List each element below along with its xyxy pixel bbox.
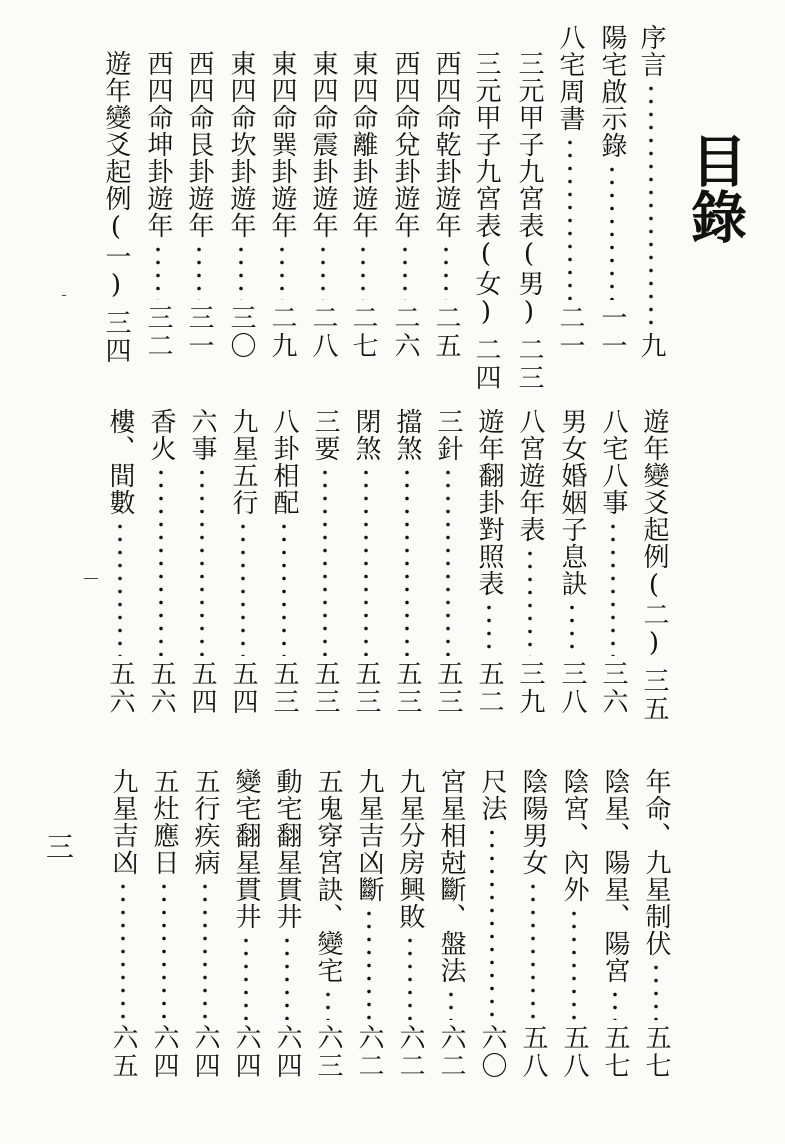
scan-mark	[84, 578, 98, 579]
toc-entry-label: 八宅八事	[598, 408, 628, 516]
toc-entry-page: 五三	[310, 660, 340, 716]
leader-dots	[188, 880, 222, 1020]
leader-dots	[388, 243, 422, 300]
toc-entry[interactable]	[390, 408, 424, 716]
toc-entry-label: 西四命乾卦遊年	[431, 50, 461, 239]
toc-entry[interactable]	[185, 408, 219, 716]
toc-entry[interactable]	[598, 768, 632, 1080]
toc-entry[interactable]	[469, 50, 503, 392]
toc-entry-page: 六四	[272, 1024, 302, 1080]
toc-entry[interactable]	[634, 24, 668, 360]
toc-entry-page: 五六	[146, 660, 176, 716]
toc-entry-label: 陰宮、內外	[559, 768, 589, 903]
toc-entry[interactable]	[346, 50, 380, 360]
toc-entry[interactable]	[472, 408, 506, 716]
toc-entry-label: 樓、間數	[105, 408, 135, 516]
toc-entry-page: 五四	[228, 660, 258, 716]
page-title: 目錄	[682, 132, 747, 244]
leader-dots	[311, 988, 345, 1020]
leader-dots	[555, 601, 589, 656]
leader-dots	[182, 243, 216, 300]
toc-entry-label: 香火	[146, 408, 176, 462]
toc-entry-label: 陰星、陽星、陽宮	[600, 768, 630, 984]
leader-dots	[634, 82, 668, 328]
toc-entry-label: 三要	[310, 408, 340, 462]
toc-entry-label: 九星吉凶斷	[354, 768, 384, 903]
toc-entry-page: 一一	[597, 304, 627, 360]
leader-dots	[308, 466, 342, 656]
toc-entry-page: 六三	[313, 1024, 343, 1080]
leader-dots	[349, 466, 383, 656]
toc-entry-page: 三九	[515, 660, 545, 716]
leader-dots	[513, 547, 547, 656]
toc-entry-label: 東四命坎卦遊年	[226, 50, 256, 239]
toc-entry-label: 遊年翻卦對照表	[474, 408, 504, 597]
toc-entry-label: 九星分房興敗	[395, 768, 425, 930]
toc-entry-page: 六二	[354, 1024, 384, 1080]
leader-dots	[267, 520, 301, 656]
toc-entry[interactable]	[141, 50, 175, 360]
toc-entry-page: 五二	[474, 660, 504, 716]
toc-entry-page: 六二	[395, 1024, 425, 1080]
toc-entry-page: 五八	[559, 1024, 589, 1080]
toc-entry-label: 八卦相配	[269, 408, 299, 516]
toc-entry-label: 六事	[187, 408, 217, 462]
toc-entry-label: 東四命震卦遊年	[308, 50, 338, 239]
toc-entry-label: 三針	[433, 408, 463, 462]
leader-dots	[393, 934, 427, 1020]
leader-dots	[516, 880, 550, 1020]
toc-entry-label: 年命、九星制伏	[641, 768, 671, 957]
toc-entry-label: 西四命兌卦遊年	[390, 50, 420, 239]
toc-entry-page: 五四	[187, 660, 217, 716]
leader-dots	[598, 988, 632, 1020]
toc-entry-label: 陽宅啟示錄	[597, 24, 627, 159]
toc-entry[interactable]	[475, 768, 509, 1080]
toc-entry-page: 五三	[392, 660, 422, 716]
toc-entry-label: 西四命艮卦遊年	[184, 50, 214, 239]
toc-entry-label: 變宅翻星貫井	[231, 768, 261, 930]
toc-entry-page: 五七	[600, 1024, 630, 1080]
toc-entry[interactable]	[308, 408, 342, 716]
toc-entry[interactable]	[306, 50, 340, 360]
toc-entry-label: 遊年變爻起例(一)	[101, 50, 131, 301]
toc-entry-page: 五三	[269, 660, 299, 716]
toc-entry[interactable]	[513, 408, 547, 716]
toc-entry-label: 五行疾病	[190, 768, 220, 876]
leader-dots	[596, 520, 630, 656]
toc-entry-page: 二四	[471, 336, 501, 392]
toc-entry[interactable]	[144, 408, 178, 716]
toc-entry[interactable]	[99, 50, 133, 365]
toc-entry-label: 男女婚姻子息訣	[557, 408, 587, 597]
toc-entry[interactable]	[555, 408, 589, 716]
toc-entry-label: 九星吉凶	[108, 768, 138, 876]
toc-entry[interactable]	[388, 50, 422, 360]
leader-dots	[226, 520, 260, 656]
toc-entry[interactable]	[429, 50, 463, 360]
toc-entry-label: 三元甲子九宮表(男)	[514, 50, 544, 328]
leader-dots	[434, 988, 468, 1020]
leader-dots	[144, 466, 178, 656]
leader-dots	[306, 243, 340, 300]
toc-entry[interactable]	[639, 768, 673, 1080]
toc-entry-label: 序言	[636, 24, 666, 78]
toc-entry-label: 宮星相尅斷、盤法	[436, 768, 466, 984]
leader-dots	[185, 466, 219, 656]
leader-dots	[390, 466, 424, 656]
leader-dots	[429, 243, 463, 300]
toc-entry-page: 三八	[557, 660, 587, 716]
toc-entry-page: 六〇	[477, 1024, 507, 1080]
leader-dots	[103, 520, 137, 656]
leader-dots	[553, 136, 587, 300]
toc-entry-page: 五八	[518, 1024, 548, 1080]
toc-entry[interactable]	[188, 768, 222, 1080]
leader-dots	[352, 907, 386, 1020]
page-number: 三	[42, 832, 75, 860]
toc-entry[interactable]	[349, 408, 383, 716]
toc-entry-page: 六二	[436, 1024, 466, 1080]
toc-entry-page: 二三	[514, 336, 544, 392]
toc-entry-page: 三六	[598, 660, 628, 716]
toc-entry[interactable]	[106, 768, 140, 1080]
leader-dots	[557, 907, 591, 1020]
toc-entry-page: 三四	[101, 309, 131, 365]
toc-entry[interactable]	[393, 768, 427, 1080]
toc-entry[interactable]	[595, 24, 629, 360]
leader-dots	[141, 243, 175, 300]
toc-entry-page: 二九	[267, 304, 297, 360]
toc-entry[interactable]	[553, 24, 587, 360]
toc-entry-label: 三元甲子九宮表(女)	[471, 50, 501, 328]
toc-entry-label: 東四命巽卦遊年	[267, 50, 297, 239]
toc-entry-page: 五七	[641, 1024, 671, 1080]
toc-entry-label: 閉煞	[351, 408, 381, 462]
leader-dots	[147, 880, 181, 1020]
leader-dots	[270, 934, 304, 1020]
toc-entry-page: 三二	[143, 304, 173, 360]
toc-entry[interactable]	[637, 408, 671, 723]
toc-entry-page: 二五	[431, 304, 461, 360]
toc-entry-page: 六四	[149, 1024, 179, 1080]
leader-dots	[265, 243, 299, 300]
scan-mark	[62, 295, 66, 296]
toc-entry[interactable]	[229, 768, 263, 1080]
toc-entry[interactable]	[311, 768, 345, 1080]
toc-entry-page: 五六	[105, 660, 135, 716]
leader-dots	[639, 961, 673, 1020]
toc-entry[interactable]	[147, 768, 181, 1080]
leader-dots	[475, 826, 509, 1020]
toc-entry-page: 二八	[308, 304, 338, 360]
toc-entry-label: 九星五行	[228, 408, 258, 516]
toc-entry-label: 陰陽男女	[518, 768, 548, 876]
toc-entry[interactable]	[434, 768, 468, 1080]
toc-entry-label: 動宅翻星貫井	[272, 768, 302, 930]
toc-entry-label: 五鬼穿宮訣、變宅	[313, 768, 343, 984]
leader-dots	[224, 243, 258, 300]
toc-entry[interactable]	[596, 408, 630, 716]
toc-entry-label: 八宅周書	[555, 24, 585, 132]
toc-entry-label: 八宮遊年表	[515, 408, 545, 543]
toc-entry[interactable]	[516, 768, 550, 1080]
toc-entry-page: 三〇	[226, 304, 256, 360]
toc-entry[interactable]	[270, 768, 304, 1080]
toc-entry[interactable]	[431, 408, 465, 716]
toc-entry-label: 五灶應日	[149, 768, 179, 876]
toc-entry[interactable]	[182, 50, 216, 360]
leader-dots	[106, 880, 140, 1020]
toc-entry[interactable]	[103, 408, 137, 716]
toc-entry-page: 六五	[108, 1024, 138, 1080]
toc-entry-label: 西四命坤卦遊年	[143, 50, 173, 239]
toc-entry-page: 二一	[555, 304, 585, 360]
toc-entry-page: 三五	[639, 667, 669, 723]
toc-entry-label: 遊年變爻起例(二)	[639, 408, 669, 659]
toc-entry-page: 五三	[433, 660, 463, 716]
toc-entry-page: 二七	[348, 304, 378, 360]
toc-entry[interactable]	[512, 50, 546, 392]
toc-entry-page: 六四	[231, 1024, 261, 1080]
toc-entry-page: 六四	[190, 1024, 220, 1080]
toc-entry[interactable]	[267, 408, 301, 716]
toc-entry[interactable]	[224, 50, 258, 360]
toc-entry[interactable]	[265, 50, 299, 360]
toc-entry[interactable]	[352, 768, 386, 1080]
leader-dots	[472, 601, 506, 656]
leader-dots	[229, 934, 263, 1020]
toc-entry-page: 二六	[390, 304, 420, 360]
toc-entry-page: 三一	[184, 304, 214, 360]
toc-entry[interactable]	[557, 768, 591, 1080]
toc-entry-label: 擋煞	[392, 408, 422, 462]
leader-dots	[595, 163, 629, 300]
leader-dots	[346, 243, 380, 300]
toc-entry-page: 五三	[351, 660, 381, 716]
toc-entry-page: 九	[636, 332, 666, 360]
leader-dots	[431, 466, 465, 656]
toc-entry-label: 東四命離卦遊年	[348, 50, 378, 239]
toc-entry[interactable]	[226, 408, 260, 716]
toc-entry-label: 尺法	[477, 768, 507, 822]
